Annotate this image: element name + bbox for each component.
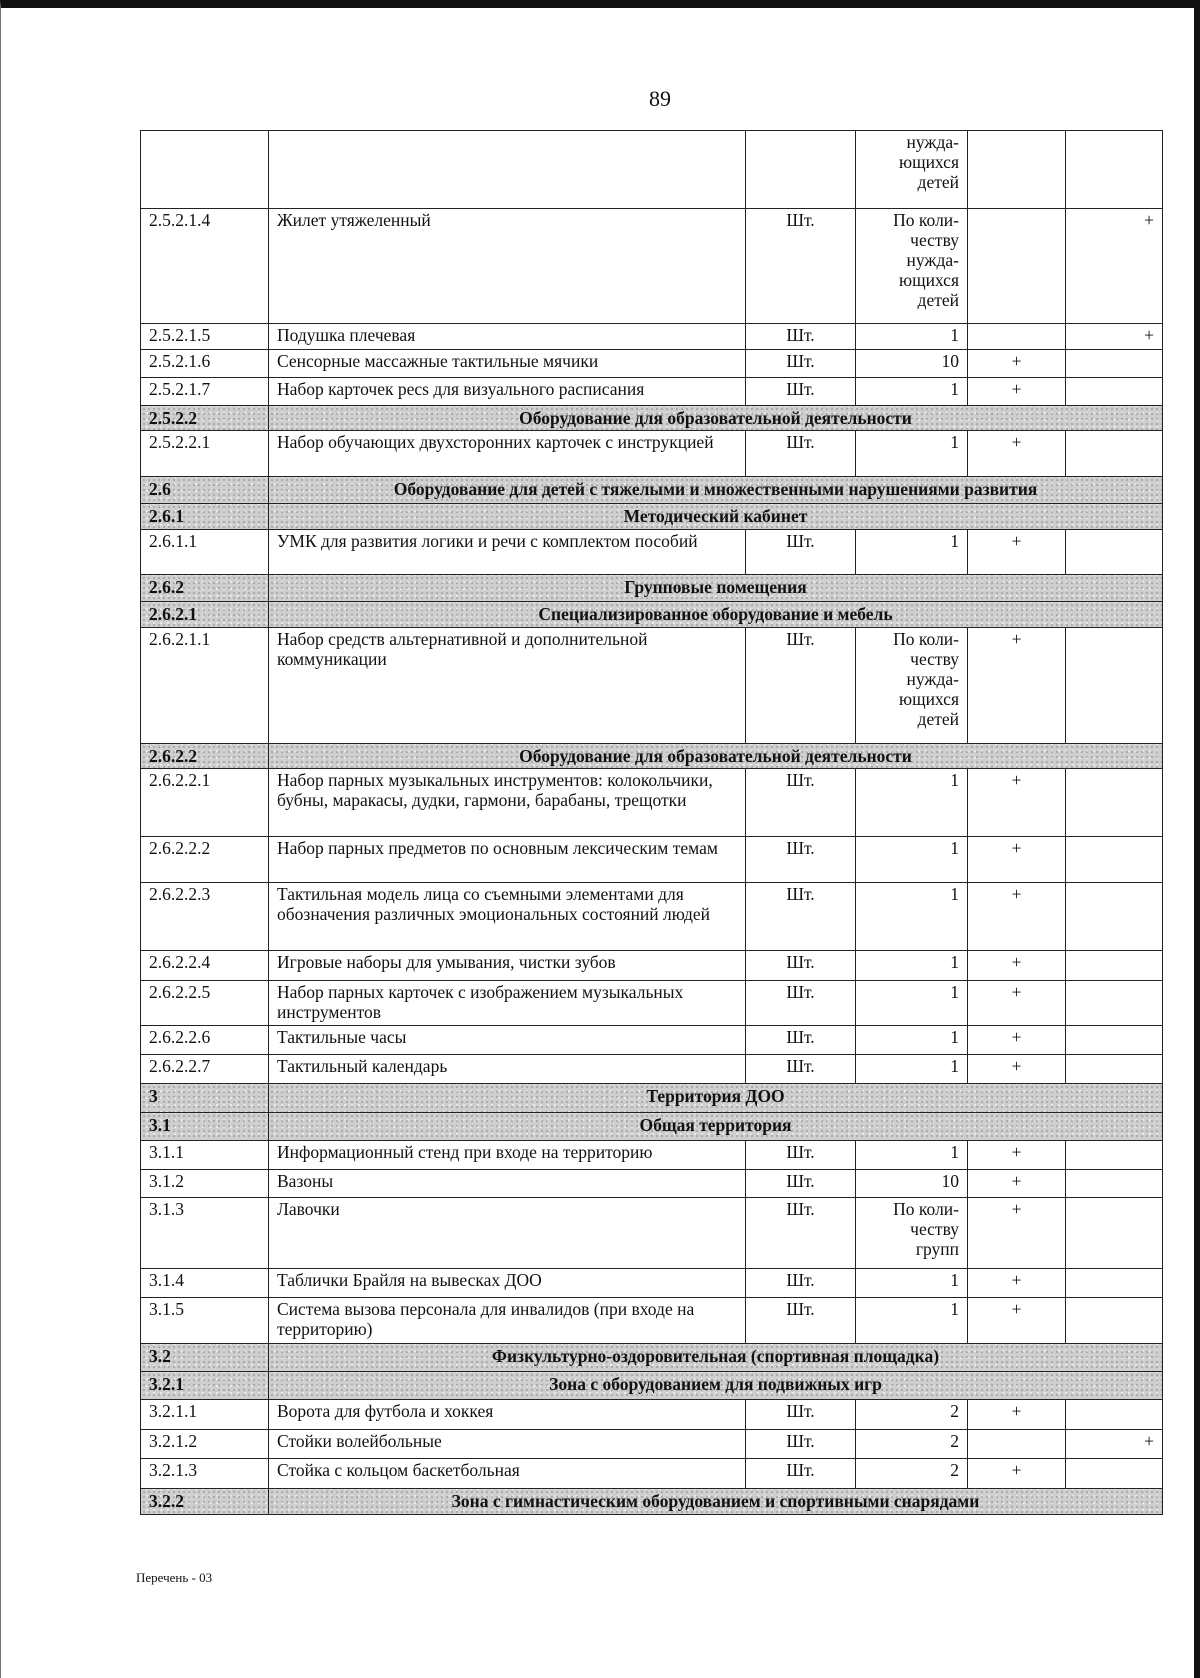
item-quantity: 1	[856, 431, 968, 477]
section-title: Территория ДОО	[269, 1084, 1163, 1113]
section-title: Групповые помещения	[269, 575, 1163, 602]
item-name: Лавочки	[269, 1198, 746, 1269]
mark-column-2	[1066, 951, 1163, 981]
item-quantity: 2	[856, 1459, 968, 1489]
item-quantity: 1	[856, 378, 968, 406]
table-row	[141, 1298, 1163, 1344]
mark-column-2	[1066, 431, 1163, 477]
mark-column-2	[1066, 837, 1163, 883]
section-number: 2.6.2.1	[141, 602, 269, 628]
mark-column-2	[1066, 981, 1163, 1026]
item-unit: Шт.	[746, 951, 856, 981]
item-quantity: 2	[856, 1430, 968, 1459]
section-title: Физкультурно-оздоровительная (спортивная площадка)	[269, 1344, 1163, 1372]
item-unit: Шт.	[746, 1459, 856, 1489]
item-number: 2.6.2.2.3	[141, 883, 269, 951]
item-unit: Шт.	[746, 883, 856, 951]
item-quantity: 1	[856, 951, 968, 981]
item-unit: Шт.	[746, 1298, 856, 1344]
mark-column-2	[1066, 628, 1163, 744]
mark-column-1	[968, 209, 1066, 324]
section-title: Оборудование для образовательной деятельности	[269, 744, 1163, 769]
item-number: 3.1.4	[141, 1269, 269, 1298]
item-name: Таблички Брайля на вывесках ДОО	[269, 1269, 746, 1298]
item-unit: Шт.	[746, 1055, 856, 1084]
table-row	[141, 951, 1163, 981]
section-title: Оборудование для детей с тяжелыми и множественными нарушениями развития	[269, 477, 1163, 504]
item-name	[269, 131, 746, 209]
table-row	[141, 1026, 1163, 1055]
item-name: Система вызова персонала для инвалидов (при входе на территорию)	[269, 1298, 746, 1344]
section-number: 2.5.2.2	[141, 406, 269, 431]
item-unit: Шт.	[746, 1269, 856, 1298]
mark-column-1: +	[968, 1198, 1066, 1269]
item-quantity: 1	[856, 981, 968, 1026]
section-row	[141, 1489, 1163, 1515]
mark-column-2	[1066, 1400, 1163, 1430]
section-title: Зона с оборудованием для подвижных игр	[269, 1372, 1163, 1400]
mark-column-2	[1066, 1141, 1163, 1170]
mark-column-2: +	[1066, 324, 1163, 350]
item-quantity: 1	[856, 769, 968, 837]
section-row	[141, 406, 1163, 431]
item-unit: Шт.	[746, 628, 856, 744]
item-name: Набор парных музыкальных инструментов: колокольчики, бубны, маракасы, дудки, гармони, барабаны, трещотки	[269, 769, 746, 837]
table-row	[141, 1170, 1163, 1198]
table-row	[141, 431, 1163, 477]
item-number: 2.6.2.1.1	[141, 628, 269, 744]
item-unit: Шт.	[746, 981, 856, 1026]
item-name: Стойка с кольцом баскетбольная	[269, 1459, 746, 1489]
item-unit: Шт.	[746, 1026, 856, 1055]
equipment-table	[140, 130, 1163, 1515]
item-number: 2.5.2.1.5	[141, 324, 269, 350]
table-row	[141, 837, 1163, 883]
item-number	[141, 131, 269, 209]
item-quantity: 1	[856, 837, 968, 883]
table-row	[141, 324, 1163, 350]
section-number: 2.6.1	[141, 504, 269, 530]
item-unit: Шт.	[746, 350, 856, 378]
mark-column-1: +	[968, 951, 1066, 981]
item-quantity: 1	[856, 1055, 968, 1084]
item-number: 2.6.1.1	[141, 530, 269, 575]
item-number: 2.6.2.2.5	[141, 981, 269, 1026]
section-row	[141, 477, 1163, 504]
mark-column-1: +	[968, 350, 1066, 378]
item-name: Тактильный календарь	[269, 1055, 746, 1084]
mark-column-1: +	[968, 378, 1066, 406]
section-title: Общая территория	[269, 1113, 1163, 1141]
item-number: 2.5.2.2.1	[141, 431, 269, 477]
section-number: 2.6.2	[141, 575, 269, 602]
item-number: 3.1.1	[141, 1141, 269, 1170]
item-number: 2.6.2.2.2	[141, 837, 269, 883]
item-number: 2.6.2.2.4	[141, 951, 269, 981]
table-row	[141, 628, 1163, 744]
item-quantity: По коли- честву нужда- ющихся детей	[856, 209, 968, 324]
mark-column-2	[1066, 350, 1163, 378]
item-quantity: 1	[856, 1269, 968, 1298]
mark-column-1	[968, 324, 1066, 350]
item-quantity: 1	[856, 1298, 968, 1344]
item-unit: Шт.	[746, 769, 856, 837]
table-row	[141, 883, 1163, 951]
item-quantity: 10	[856, 1170, 968, 1198]
table-row	[141, 1400, 1163, 1430]
mark-column-2	[1066, 530, 1163, 575]
item-number: 2.6.2.2.6	[141, 1026, 269, 1055]
item-quantity: 1	[856, 324, 968, 350]
table-row	[141, 209, 1163, 324]
section-row	[141, 1113, 1163, 1141]
mark-column-1: +	[968, 1269, 1066, 1298]
item-unit: Шт.	[746, 1198, 856, 1269]
mark-column-1: +	[968, 883, 1066, 951]
mark-column-1: +	[968, 1055, 1066, 1084]
item-number: 3.1.5	[141, 1298, 269, 1344]
item-unit: Шт.	[746, 837, 856, 883]
mark-column-1	[968, 1430, 1066, 1459]
table-row	[141, 1459, 1163, 1489]
table-row	[141, 1055, 1163, 1084]
table-row	[141, 1141, 1163, 1170]
item-unit: Шт.	[746, 378, 856, 406]
table-row	[141, 350, 1163, 378]
item-unit: Шт.	[746, 530, 856, 575]
table-row	[141, 131, 1163, 209]
mark-column-2	[1066, 378, 1163, 406]
item-number: 3.1.3	[141, 1198, 269, 1269]
item-name: Набор обучающих двухсторонних карточек с инструкцией	[269, 431, 746, 477]
mark-column-2	[1066, 1298, 1163, 1344]
item-number: 2.5.2.1.7	[141, 378, 269, 406]
table-row	[141, 1198, 1163, 1269]
item-quantity: 1	[856, 883, 968, 951]
section-title: Специализированное оборудование и мебель	[269, 602, 1163, 628]
item-unit: Шт.	[746, 1141, 856, 1170]
mark-column-2	[1066, 1170, 1163, 1198]
table-row	[141, 1430, 1163, 1459]
item-number: 3.2.1.3	[141, 1459, 269, 1489]
item-number: 3.1.2	[141, 1170, 269, 1198]
section-row	[141, 1344, 1163, 1372]
mark-column-1: +	[968, 628, 1066, 744]
mark-column-1: +	[968, 1170, 1066, 1198]
mark-column-1: +	[968, 1400, 1066, 1430]
page-number: 89	[649, 86, 671, 111]
item-name: Стойки волейбольные	[269, 1430, 746, 1459]
item-quantity: По коли- честву нужда- ющихся детей	[856, 628, 968, 744]
item-unit: Шт.	[746, 431, 856, 477]
item-name: Сенсорные массажные тактильные мячики	[269, 350, 746, 378]
item-quantity: 2	[856, 1400, 968, 1430]
mark-column-1	[968, 131, 1066, 209]
mark-column-2: +	[1066, 209, 1163, 324]
item-name: Тактильные часы	[269, 1026, 746, 1055]
mark-column-2	[1066, 1055, 1163, 1084]
item-quantity: 1	[856, 530, 968, 575]
item-unit	[746, 131, 856, 209]
table-row	[141, 530, 1163, 575]
section-number: 3.1	[141, 1113, 269, 1141]
item-name: Ворота для футбола и хоккея	[269, 1400, 746, 1430]
item-name: Набор средств альтернативной и дополнительной коммуникации	[269, 628, 746, 744]
mark-column-2	[1066, 1198, 1163, 1269]
section-number: 3.2.1	[141, 1372, 269, 1400]
section-number: 2.6.2.2	[141, 744, 269, 769]
item-unit: Шт.	[746, 1400, 856, 1430]
mark-column-2	[1066, 1026, 1163, 1055]
item-name: Набор парных карточек с изображением музыкальных инструментов	[269, 981, 746, 1026]
item-number: 3.2.1.2	[141, 1430, 269, 1459]
mark-column-1: +	[968, 1141, 1066, 1170]
item-name: Тактильная модель лица со съемными элементами для обозначения различных эмоциональных состояний людей	[269, 883, 746, 951]
table-row	[141, 378, 1163, 406]
item-unit: Шт.	[746, 324, 856, 350]
mark-column-2	[1066, 883, 1163, 951]
item-unit: Шт.	[746, 1430, 856, 1459]
mark-column-1: +	[968, 1298, 1066, 1344]
mark-column-2: +	[1066, 1430, 1163, 1459]
item-name: Информационный стенд при входе на территорию	[269, 1141, 746, 1170]
item-number: 2.5.2.1.4	[141, 209, 269, 324]
item-name: Набор парных предметов по основным лексическим темам	[269, 837, 746, 883]
table-row	[141, 769, 1163, 837]
mark-column-2	[1066, 769, 1163, 837]
section-number: 2.6	[141, 477, 269, 504]
item-name: Игровые наборы для умывания, чистки зубов	[269, 951, 746, 981]
section-number: 3.2.2	[141, 1489, 269, 1515]
item-number: 2.6.2.2.7	[141, 1055, 269, 1084]
section-row	[141, 575, 1163, 602]
table-row	[141, 1269, 1163, 1298]
item-number: 2.5.2.1.6	[141, 350, 269, 378]
item-name: УМК для развития логики и речи с комплектом пособий	[269, 530, 746, 575]
item-name: Набор карточек pecs для визуального расписания	[269, 378, 746, 406]
item-name: Жилет утяжеленный	[269, 209, 746, 324]
item-unit: Шт.	[746, 1170, 856, 1198]
mark-column-2	[1066, 1459, 1163, 1489]
item-quantity: 1	[856, 1141, 968, 1170]
equipment-table-body	[141, 131, 1163, 1515]
mark-column-1: +	[968, 431, 1066, 477]
item-unit: Шт.	[746, 209, 856, 324]
item-quantity: нужда- ющихся детей	[856, 131, 968, 209]
section-row	[141, 602, 1163, 628]
footer-label: Перечень - 03	[136, 1570, 213, 1585]
mark-column-1: +	[968, 769, 1066, 837]
section-number: 3.2	[141, 1344, 269, 1372]
section-title: Зона с гимнастическим оборудованием и спортивными снарядами	[269, 1489, 1163, 1515]
mark-column-1: +	[968, 837, 1066, 883]
section-row	[141, 1084, 1163, 1113]
section-title: Оборудование для образовательной деятельности	[269, 406, 1163, 431]
item-name: Вазоны	[269, 1170, 746, 1198]
mark-column-2	[1066, 1269, 1163, 1298]
section-row	[141, 504, 1163, 530]
table-row	[141, 981, 1163, 1026]
mark-column-1: +	[968, 981, 1066, 1026]
item-number: 3.2.1.1	[141, 1400, 269, 1430]
section-row	[141, 744, 1163, 769]
section-row	[141, 1372, 1163, 1400]
item-quantity: По коли- честву групп	[856, 1198, 968, 1269]
section-number: 3	[141, 1084, 269, 1113]
mark-column-2	[1066, 131, 1163, 209]
mark-column-1: +	[968, 1026, 1066, 1055]
item-name: Подушка плечевая	[269, 324, 746, 350]
mark-column-1: +	[968, 530, 1066, 575]
mark-column-1: +	[968, 1459, 1066, 1489]
item-number: 2.6.2.2.1	[141, 769, 269, 837]
item-quantity: 10	[856, 350, 968, 378]
section-title: Методический кабинет	[269, 504, 1163, 530]
item-quantity: 1	[856, 1026, 968, 1055]
